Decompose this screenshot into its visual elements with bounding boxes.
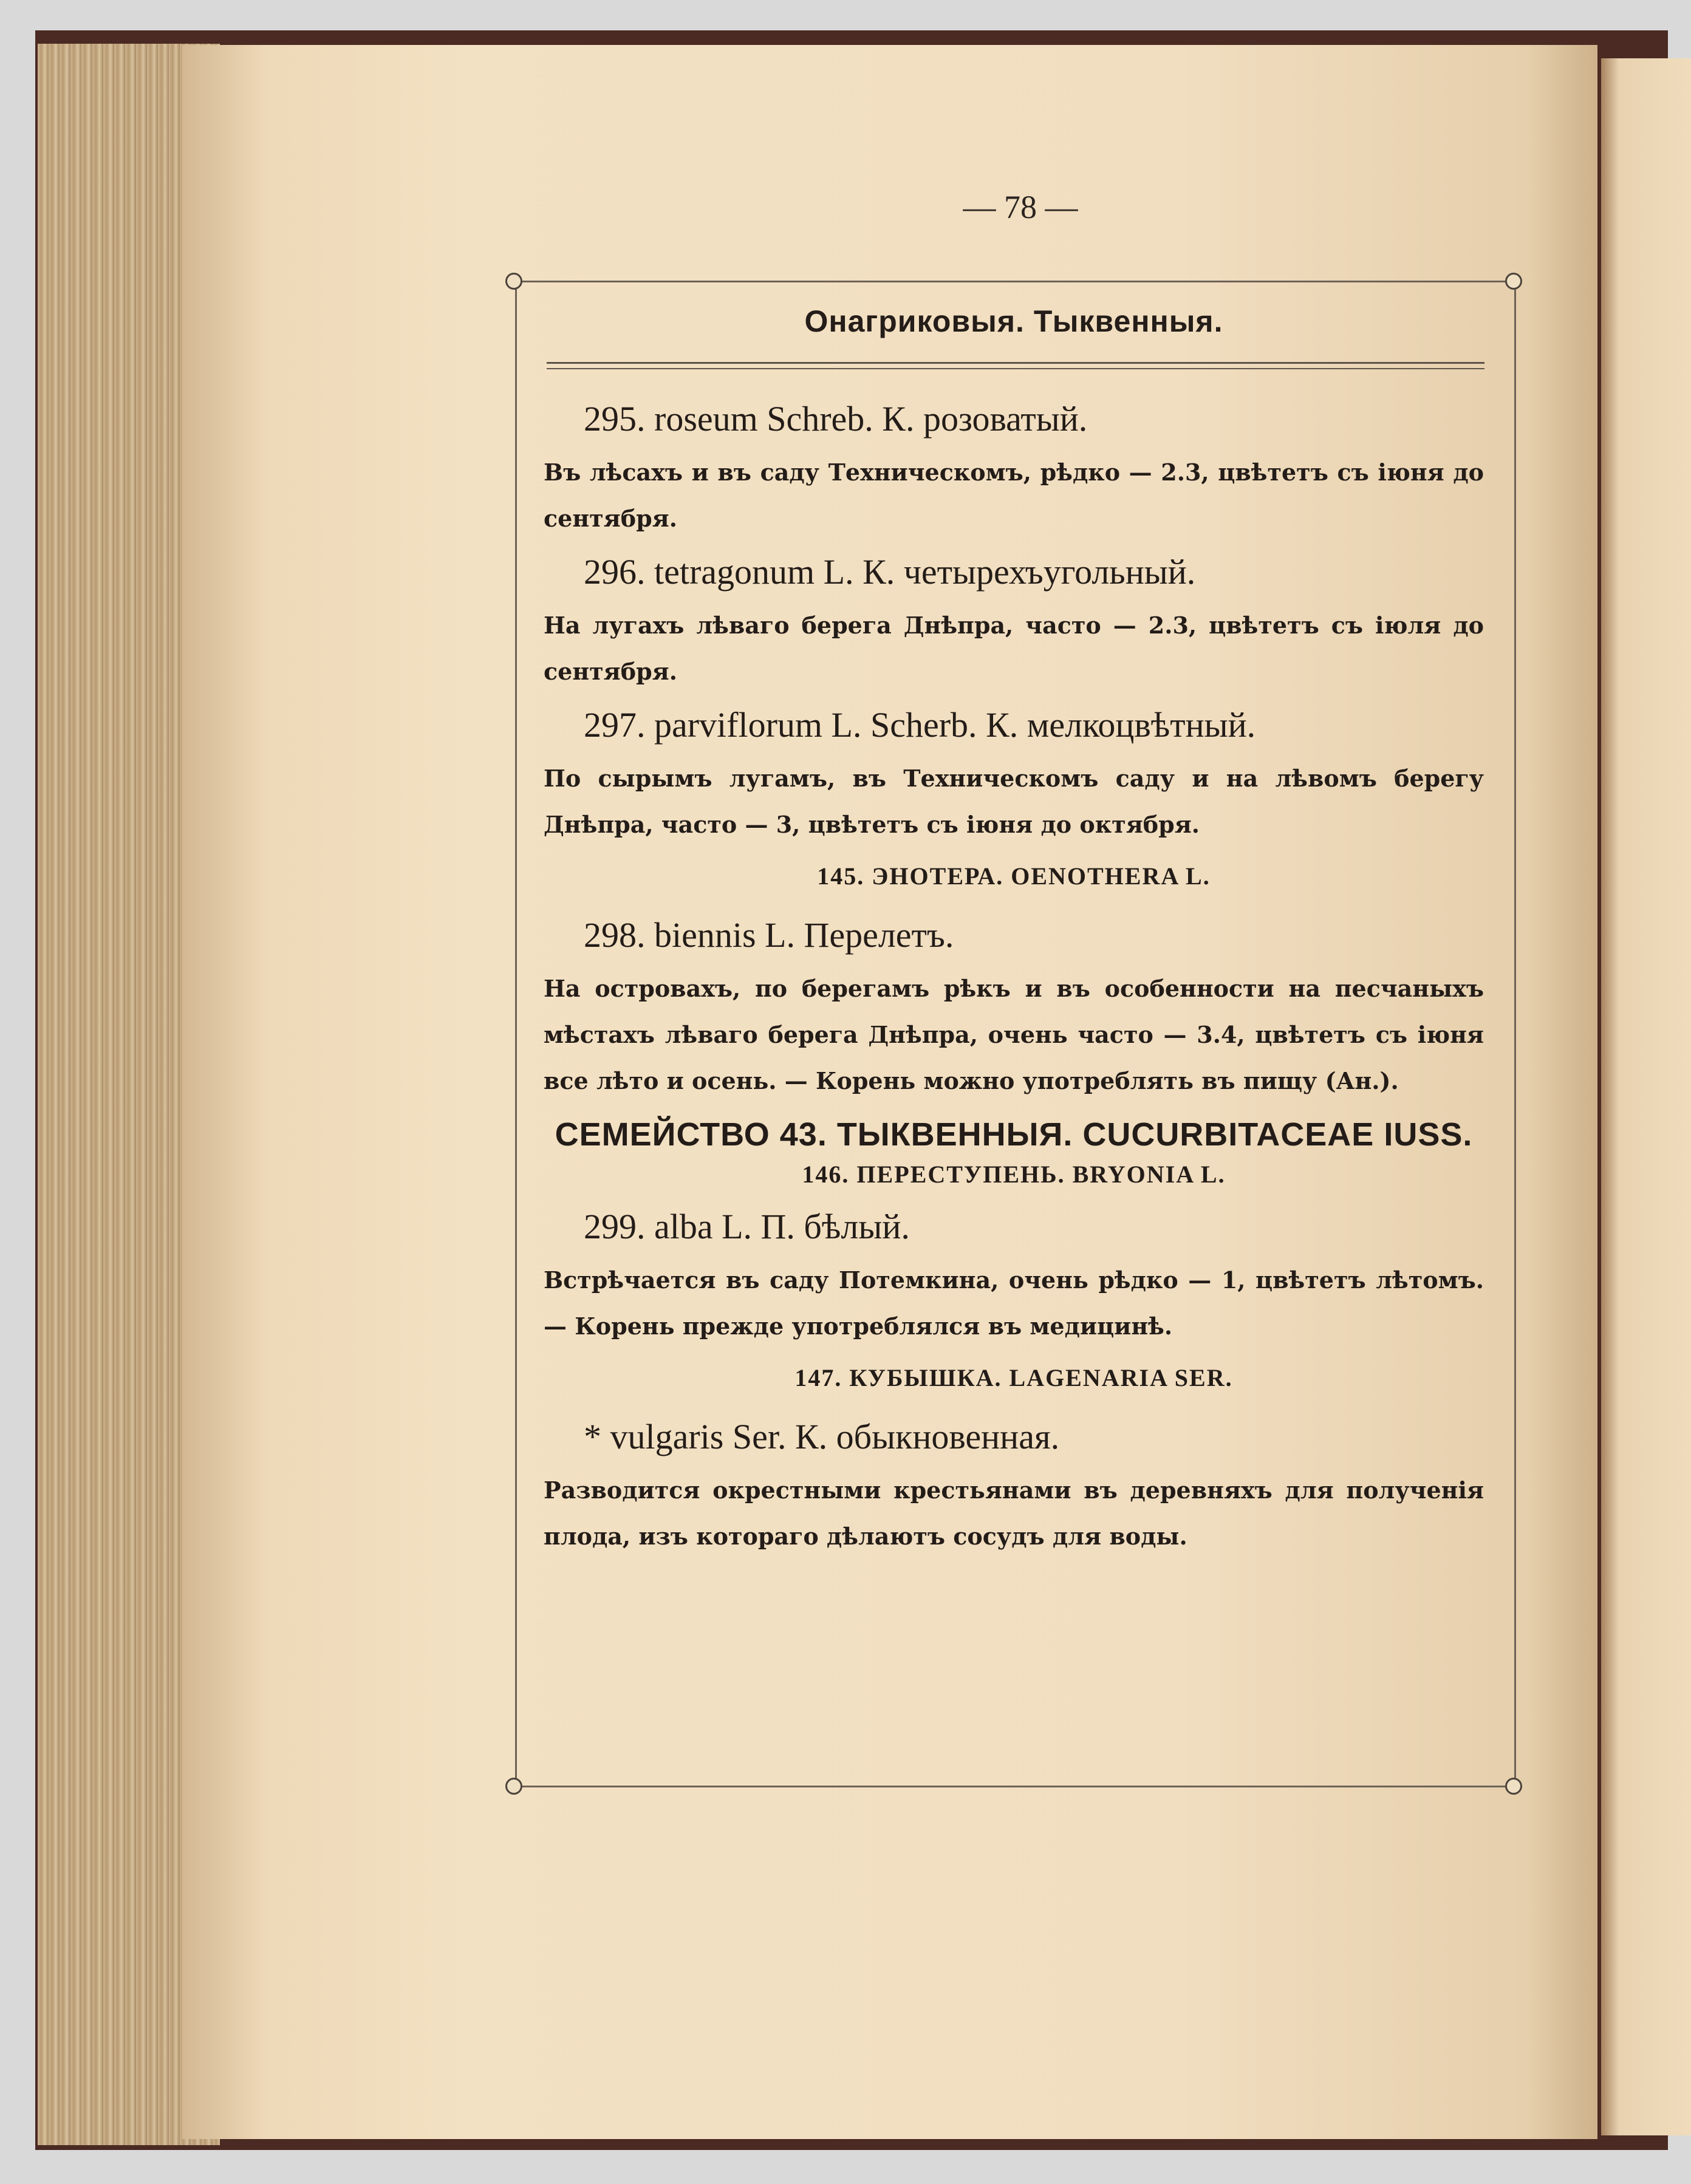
species-heading: 297. parviflorum L. Scherb. К. мелкоцвѣтный. (584, 705, 1256, 745)
species-heading: * vulgaris Ser. К. обыкновенная. (584, 1417, 1060, 1456)
species-description: На лугахъ лѣваго берега Днѣпра, часто — 2.3, цвѣтетъ съ іюля до сентября. (544, 612, 1484, 685)
corner-ornament-icon (1505, 273, 1522, 290)
frame-bottom-rule (508, 1786, 1521, 1787)
page-content (544, 389, 1484, 1560)
genus-heading: 147. КУБЫШКА. LAGENARIA SER. (794, 1364, 1233, 1391)
species-description: На островахъ, по берегамъ рѣкъ и въ особенности на песчаныхъ мѣстахъ лѣваго берега Днѣпра, очень часто — 3.4, цвѣтетъ съ іюня все лѣто и осень. — Корень можно употреблять въ пищу (Ан.). (544, 975, 1484, 1094)
header-rule (547, 368, 1484, 369)
genus-heading: 145. ЭНОТЕРА. OENOTHERA L. (817, 862, 1211, 890)
corner-ornament-icon (1505, 1778, 1522, 1795)
genus-heading: 146. ПЕРЕСТУПЕНЬ. BRYONIA L. (802, 1161, 1226, 1188)
species-description: По сырымъ лугамъ, въ Техническомъ саду и на лѣвомъ берегу Днѣпра, часто — 3, цвѣтетъ съ іюня до октября. (544, 765, 1484, 838)
running-header: Онагриковыя. Тыквенныя. (804, 304, 1223, 338)
family-heading: СЕМЕЙСТВО 43. ТЫКВЕННЫЯ. CUCURBITACEAE IUSS. (555, 1116, 1473, 1153)
species-description: Разводится окрестными крестьянами въ деревняхъ для полученія плода, изъ котораго дѣлаютъ сосудъ для воды. (544, 1476, 1484, 1550)
species-heading: 295. roseum Schreb. К. розоватый. (584, 399, 1088, 439)
header-rule (547, 362, 1484, 364)
corner-ornament-icon (505, 1778, 522, 1795)
species-heading: 299. alba L. П. бѣлый. (584, 1207, 910, 1246)
page-number: — 78 — (963, 189, 1078, 225)
facing-page-edge (1601, 58, 1691, 2135)
species-description: Встрѣчается въ саду Потемкина, очень рѣдко — 1, цвѣтетъ лѣтомъ. — Корень прежде употреблялся въ медицинѣ. (544, 1266, 1484, 1340)
species-heading: 298. biennis L. Перелетъ. (584, 915, 954, 955)
corner-ornament-icon (505, 273, 522, 290)
species-heading: 296. tetragonum L. К. четырехъугольный. (584, 552, 1196, 592)
species-description: Въ лѣсахъ и въ саду Техническомъ, рѣдко — 2.3, цвѣтетъ съ іюня до сентября. (544, 459, 1484, 532)
